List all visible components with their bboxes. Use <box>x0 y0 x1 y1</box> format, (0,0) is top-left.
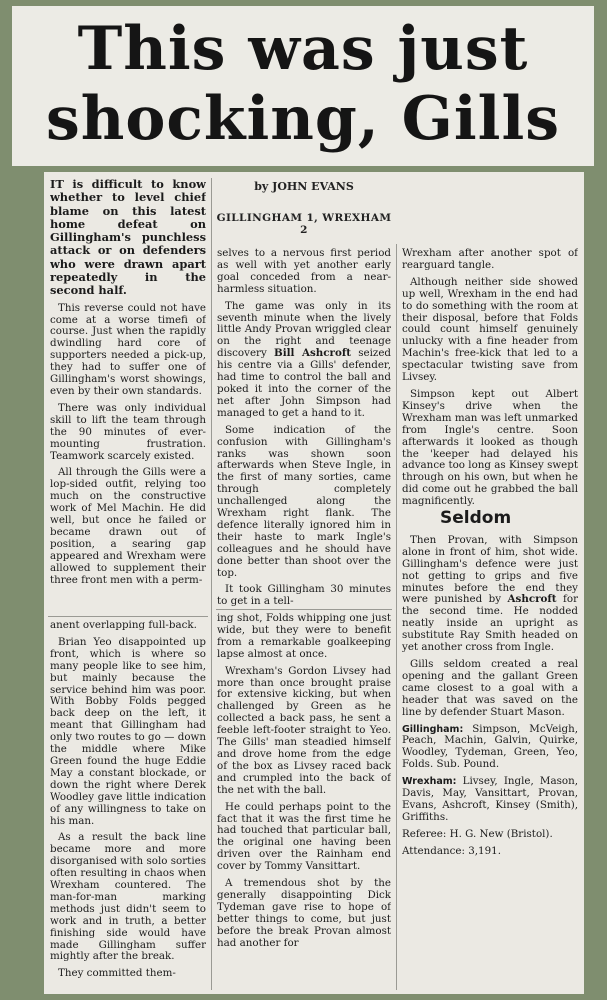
paragraph: All through the Gills were a lop-sided outfit, relying too much on the constructive work of Mel Machin. He did well, but once he failed or became drawn out of position, a searing gap appeared and Wrexham were allowed to supplement their three front men with a perm- <box>50 466 206 586</box>
paragraph: Then Provan, with Simpson alone in front of him, shot wide. Gillingham's defence were just not getting to grips and five minutes before the end they were punished by Ashcroft for the second time. He nodded neatly inside an upright as substitute Ray Smith headed on yet another cross from Ingle. <box>402 533 578 654</box>
paragraph: It took Gillingham 30 minutes to get in a tell- <box>217 583 391 606</box>
attendance: Attendance: 3,191. <box>402 844 501 857</box>
column-1-bottom <box>50 620 206 992</box>
paragraph: Brian Yeo disappointed up front, which is where so many people like to see him, but mainly because the service behind him was poor. With Bobby Folds pegged back deep on the left, it meant that Gillingham had only two routes to go — down the middle where Mike Green found the huge Eddie May a constant blockade, or down the right where Derek Woodley gave little indication of any willingness to take on his man. <box>50 635 206 827</box>
paragraph: selves to a nervous first period as well with yet another early goal conceded from a near-harmless situation. <box>217 248 391 295</box>
paragraph: Wrexham after another spot of rearguard tangle. <box>402 248 578 271</box>
player-name: Ashcroft <box>507 593 557 606</box>
paragraph: There was only individual skill to lift the team through the 90 minutes of ever-mounting frustration. Teamwork scarcely existed. <box>50 401 206 462</box>
column-1-top <box>50 178 206 614</box>
column-3 <box>402 248 578 992</box>
column-rule <box>396 244 397 990</box>
headline-panel <box>12 6 594 166</box>
referee: Referee: H. G. New (Bristol). <box>402 827 553 840</box>
paragraph: The game was only in its seventh minute when the lively little Andy Provan wriggled clear on the right and teenage discovery Bill Ashcroft seized his centre via a Gills' defender, had time to control the ball and poked it into the corner of the net after John Simpson had managed to get a hand to it. <box>217 299 391 419</box>
paragraph: anent overlapping full-back. <box>50 620 197 631</box>
column-rule <box>211 178 212 990</box>
match-score: GILLINGHAM 1, WREXHAM 2 <box>216 212 392 236</box>
paragraph: Wrexham's Gordon Livsey had more than once brought praise for extensive kicking, but when challenged by Green as he collected a back pass, he sent a feeble left-footer straight to Yeo. The Gills' man steadied himself and drove home from the edge of the box as Livsey raced back and crumpled into the back of the net with the ball. <box>217 664 391 796</box>
article-body <box>44 172 584 994</box>
team-lineup-gillingham: Gillingham: Simpson, McVeigh, Peach, Machin, Galvin, Quirke, Woodley, Tydeman, Green, Yeo, Folds. Sub. Pound. <box>402 722 578 771</box>
section-rule <box>216 609 392 610</box>
column-2-top <box>217 248 391 606</box>
byline: by JOHN EVANS <box>254 180 354 193</box>
paragraph: A tremendous shot by the generally disappointing Dick Tydeman gave rise to hope of better things to come, but just before the break Provan almost had another for <box>217 877 391 949</box>
paragraph: ing shot, Folds whipping one just wide, but they were to benefit from a remarkable goalkeeping lapse almost at once. <box>217 613 391 660</box>
headline-line-2: shocking, Gills <box>45 84 561 154</box>
subheading: Seldom <box>440 508 512 529</box>
paragraph: Although neither side showed up well, Wrexham in the end had to do something with the room at their disposal, before that Folds could count himself genuinely unlucky with a fine header from Machin's free-kick that led to a spectacular twisting save from Livsey. <box>402 275 578 384</box>
paragraph: He could perhaps point to the fact that it was the first time he had touched that particular ball, the original one having been driven over the Rainham end cover by Tommy Vansittart. <box>217 800 391 873</box>
paragraph: Some indication of the confusion with Gillingham's ranks was shown soon afterwards when Steve Ingle, in the first of many sorties, came through completely unchallenged along the Wrexham right flank. The defence literally ignored him in their haste to mark Ingle's colleagues and he should have done better than shoot over the top. <box>217 423 391 579</box>
paragraph: They committed them- <box>58 967 176 980</box>
headline-line-1: This was just <box>77 14 529 84</box>
paragraph: This reverse could not have come at a worse timefi of course. Just when the rapidly dwindling hard core of supporters needed a pick-up, they had to suffer one of Gillingham's worst showings, even by their own standards. <box>50 301 206 398</box>
paragraph: Simpson kept out Albert Kinsey's drive when the Wrexham man was left unmarked from Ingle's centre. Soon afterwards it looked as though the 'keeper had delayed his advance too long as Kinsey swept through on his own, but when he did come out he grabbed the ball magnificently. <box>402 387 578 508</box>
paragraph: Gills seldom created a real opening and the gallant Green came closest to a goal with a header that was saved on the line by defender Stuart Mason. <box>402 658 578 718</box>
column-2-bottom <box>217 613 391 991</box>
headline <box>12 6 594 154</box>
player-name: Bill Ashcroft <box>274 347 352 360</box>
team-lineup-wrexham: Wrexham: Livsey, Ingle, Mason, Davis, May, Vansittart, Provan, Evans, Ashcroft, Kinsey (Smith), Griffiths. <box>402 775 578 823</box>
paragraph: As a result the back line became more and more disorganised with solo sorties often resulting in chaos when Wrexham countered. The man-for-man marking methods just didn't seem to work and in truth, a better finishing side would have made Gillingham suffer mightly after the break. <box>50 831 206 963</box>
section-rule <box>48 616 208 617</box>
lead-paragraph: IT is difficult to know whether to level chief blame on this latest home defeat on Gillingham's punchless attack or on defenders who were drawn apart repeatedly in the second half. <box>50 178 206 298</box>
